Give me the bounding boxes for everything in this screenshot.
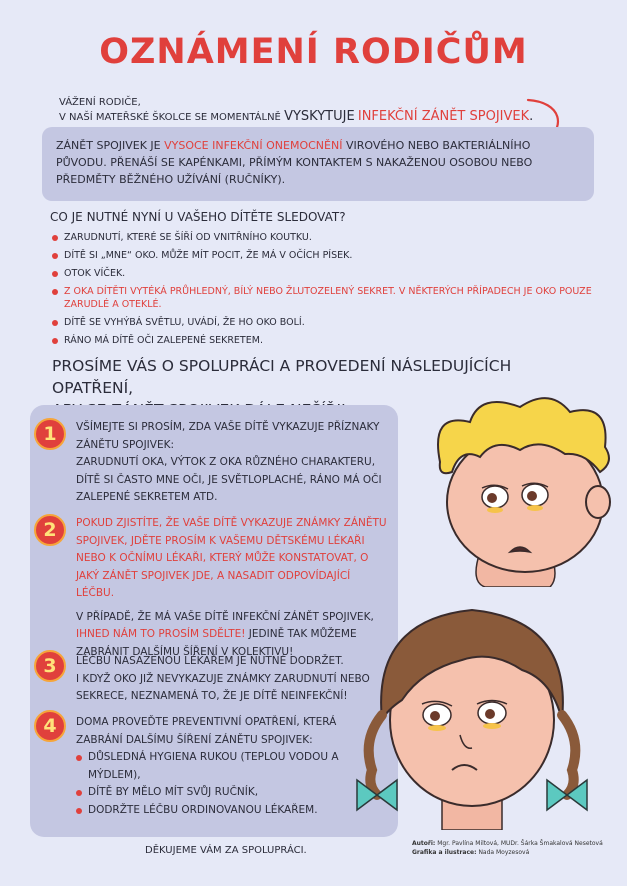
list-item: DŮSLEDNÁ HYGIENA RUKOU (TEPLOU VODOU A MÝDLEM), [76, 749, 386, 784]
bullet-icon [76, 790, 82, 796]
appeal-line-1: PROSÍME VÁS O SPOLUPRÁCI A PROVEDENÍ NÁSLEDUJÍCÍCH OPATŘENÍ, [52, 357, 512, 397]
bullet-icon [52, 320, 58, 326]
list-item: RÁNO MÁ DÍTĚ OČI ZALEPENÉ SEKRETEM. [52, 334, 592, 347]
info-box-text-start: ZÁNĚT SPOJIVEK JE [56, 139, 161, 152]
step-4 [76, 714, 386, 819]
greeting-salutation: VÁŽENÍ RODIČE, [59, 97, 141, 108]
list-item: DÍTĚ BY MĚLO MÍT SVŮJ RUČNÍK, [76, 784, 386, 802]
greeting-announcement [59, 110, 559, 125]
step-1-number-badge: 1 [34, 418, 66, 450]
step-3 [76, 653, 386, 706]
info-box [42, 127, 594, 201]
symptoms-question: CO JE NUTNÉ NYNÍ U VAŠEHO DÍTĚTE SLEDOVAT? [50, 210, 346, 224]
prevention-list [76, 749, 386, 819]
boy-illustration [410, 392, 620, 587]
info-box-text-end: VIROVÉHO NEBO BAKTERIÁLNÍHO PŮVODU. PŘENÁŠÍ SE KAPÉNKAMI, PŘÍMÝM KONTAKTEM S NAKAŽENOU OSOBOU NEBO PŘEDMĚTY BĚŽNÉHO UŽÍVÁNÍ (RUČNÍKY). [56, 139, 533, 186]
step-4-number-badge: 4 [34, 710, 66, 742]
step-1-signs: ZARUDNUTÍ OKA, VÝTOK Z OKA RŮZNÉHO CHARAKTERU, DÍTĚ SI ČASTO MNE OČI, JE SVĚTLOPLACHÉ, RÁNO MÁ OČI ZALEPENÉ SEKRETEM ATD. [76, 456, 382, 503]
step-2-report-start: V PŘÍPADĚ, ŽE MÁ VAŠE DÍTĚ INFEKČNÍ ZÁNĚT SPOJIVEK, [76, 610, 374, 623]
bullet-icon [76, 755, 82, 761]
step-3-warning: I KDYŽ OKO JIŽ NEVYKAZUJE ZNÁMKY ZARUDNUTÍ NEBO SEKRECE, NEZNAMENÁ TO, ŽE JE DÍTĚ NEINFEKČNÍ! [76, 672, 370, 702]
thanks-note: DĚKUJEME VÁM ZA SPOLUPRÁCI. [145, 845, 307, 856]
page-title: OZNÁMENÍ RODIČŮM [99, 32, 528, 72]
credits-graphics: Grafika a ilustrace: Nada Moyzesová [412, 849, 530, 856]
greeting-announcement-start: V NAŠÍ MATEŘSKÉ ŠKOLCE SE MOMENTÁLNĚ [59, 112, 281, 123]
bullet-icon [52, 338, 58, 344]
step-2-report-highlight: IHNED NÁM TO PROSÍM SDĚLTE! [76, 628, 246, 640]
girl-illustration [342, 600, 602, 830]
info-box-text [56, 137, 576, 188]
step-3-treatment: LÉČBU NASAZENOU LÉKAŘEM JE NUTNÉ DODRŽET. [76, 655, 344, 667]
step-2-doctor-advice: POKUD ZJISTÍTE, ŽE VAŠE DÍTĚ VYKAZUJE ZNÁMKY ZÁNĚTU SPOJIVEK, JDĚTE PROSÍM K VAŠEMU DĚTSKÉMU LÉKAŘI NEBO K OČNÍMU LÉKAŘI, KTERÝ MŮŽE KONSTATOVAT, O JAKÝ ZÁNĚT SPOJIVEK JDE, A NASADIT ODPOVÍDAJÍCÍ LÉČBU. [76, 517, 387, 599]
step-3-number-badge: 3 [34, 650, 66, 682]
bullet-icon [52, 271, 58, 277]
symptoms-list [52, 231, 592, 352]
step-1 [76, 419, 390, 507]
bullet-icon [76, 808, 82, 814]
credits-authors: Autoři: Mgr. Pavlína Miltová, MUDr. Šárka Šmakalová Nesetová [412, 840, 603, 847]
step-1-intro: VŠÍMEJTE SI PROSÍM, ZDA VAŠE DÍTĚ VYKAZUJE PŘÍZNAKY ZÁNĚTU SPOJIVEK: [76, 421, 380, 451]
bullet-icon [52, 289, 58, 295]
list-item: DODRŽTE LÉČBU ORDINOVANOU LÉKAŘEM. [76, 802, 386, 820]
list-item: OTOK VÍČEK. [52, 267, 592, 280]
bullet-icon [52, 235, 58, 241]
greeting-announcement-highlight: INFEKČNÍ ZÁNĚT SPOJIVEK [357, 109, 530, 124]
list-item: DÍTĚ SE VYHÝBÁ SVĚTLU, UVÁDÍ, ŽE HO OKO BOLÍ. [52, 316, 592, 329]
greeting-announcement-end: . [529, 109, 534, 124]
greeting-announcement-verb: VYSKYTUJE [284, 109, 355, 124]
info-box-highlight: VYSOCE INFEKČNÍ ONEMOCNĚNÍ [164, 139, 343, 152]
step-2-report-end: JEDINĚ TAK MŮŽEME ZABRÁNIT DALŠÍMU ŠÍŘENÍ V KOLEKTIVU! [76, 628, 357, 658]
bullet-icon [52, 253, 58, 259]
step-4-intro: DOMA PROVEĎTE PREVENTIVNÍ OPATŘENÍ, KTERÁ ZABRÁNÍ DALŠÍMU ŠÍŘENÍ ZÁNĚTU SPOJIVEK: [76, 716, 337, 746]
greeting [59, 96, 559, 125]
credits [412, 839, 622, 857]
list-item: DÍTĚ SI „MNE“ OKO. MŮŽE MÍT POCIT, ŽE MÁ V OČÍCH PÍSEK. [52, 249, 592, 262]
step-2-number-badge: 2 [34, 514, 66, 546]
list-item: Z OKA DÍTĚTI VYTÉKÁ PRŮHLEDNÝ, BÍLÝ NEBO ŽLUTOZELENÝ SEKRET. V NĚKTERÝCH PŘÍPADECH JE OKO POUZE ZARUDLÉ A OTEKLÉ. [52, 285, 592, 311]
list-item: ZARUDNUTÍ, KTERÉ SE ŠÍŘÍ OD VNITŘNÍHO KOUTKU. [52, 231, 592, 244]
